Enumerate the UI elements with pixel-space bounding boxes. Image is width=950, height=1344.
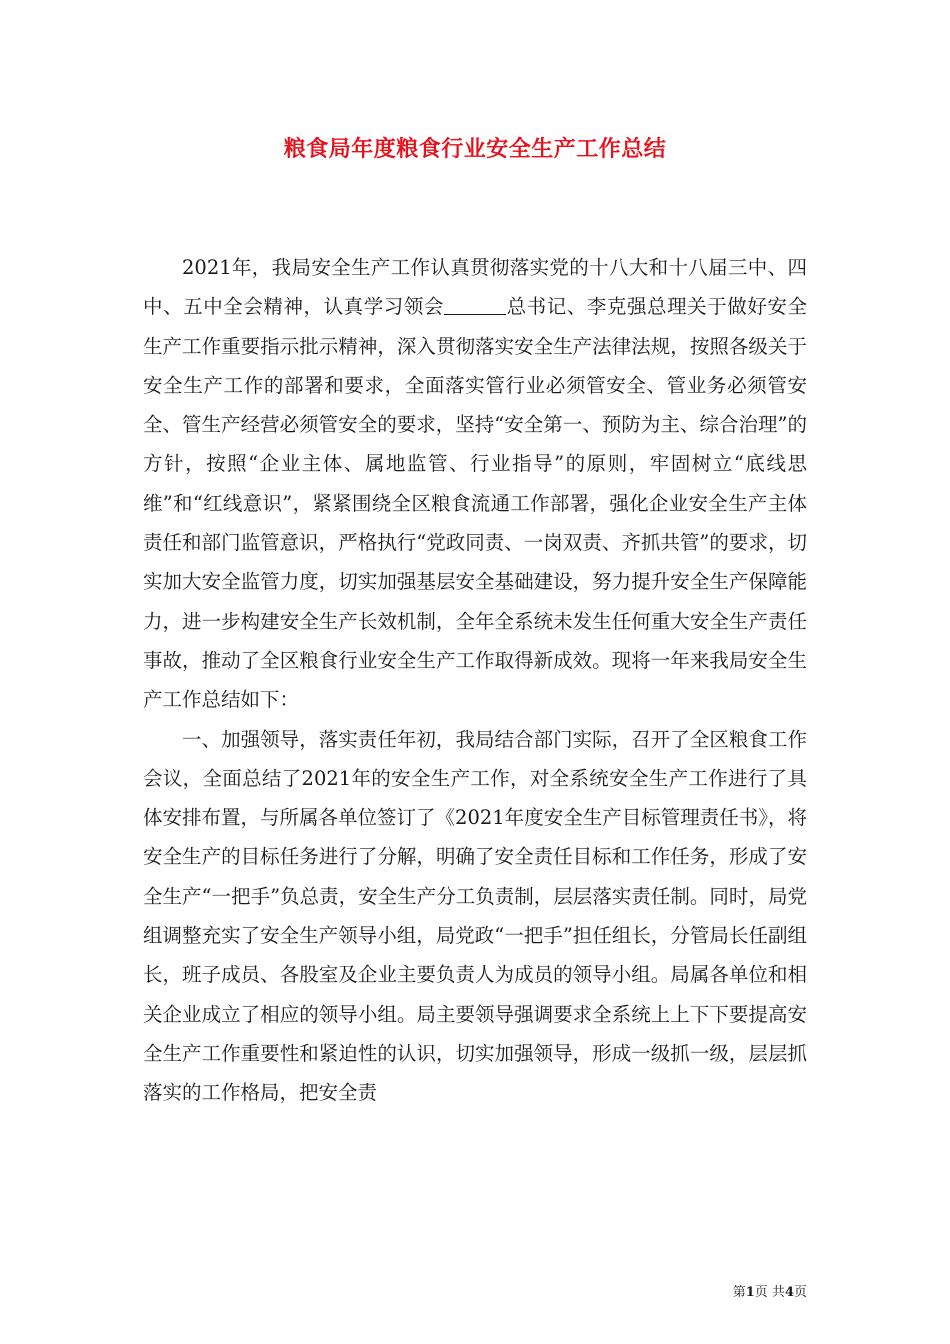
page-number-footer [733, 1281, 807, 1300]
footer-current-page: 1 [745, 1285, 755, 1300]
footer-total-pages: 4 [784, 1285, 794, 1300]
paragraph-intro-text-1: 2021年，我局安全生产工作认真贯彻落实党的十八大和十八届三中、四中、五中全会精神，认真学习领会 [143, 256, 807, 319]
paragraph-intro [143, 248, 807, 720]
footer-suffix: 页 [793, 1285, 807, 1300]
fill-in-blank [444, 294, 506, 315]
document-body [143, 248, 807, 1113]
paragraph-section-1: 一、加强领导，落实责任年初，我局结合部门实际，召开了全区粮食工作会议，全面总结了2021年的安全生产工作，对全系统安全生产工作进行了具体安排布置，与所属各单位签订了《2021年度安全生产目标管理责任书》，将安全生产的目标任务进行了分解，明确了安全责任目标和工作任务，形成了安全生产“一把手”负总责，安全生产分工负责制，层层落实责任制。同时，局党组调整充实了安全生产领导小组，局党政“一把手”担任组长，分管局长任副组长，班子成员、各股室及企业主要负责人为成员的领导小组。局属各单位和相关企业成立了相应的领导小组。局主要领导强调要求全系统上上下下要提高安全生产工作重要性和紧迫性的认识，切实加强领导，形成一级抓一级，层层抓落实的工作格局，把安全责 [143, 727, 807, 1105]
footer-middle: 页 共 [754, 1285, 785, 1300]
paragraph-intro-text-2: 总书记、李克强总理关于做好安全生产工作重要指示批示精神，深入贯彻落实安全生产法律法规，按照各级关于安全生产工作的部署和要求，全面落实管行业必须管安全、管业务必须管安全、管生产经营必须管安全的要求，坚持“安全第一、预防为主、综合治理”的方针，按照“企业主体、属地监管、行业指导”的原则，牢固树立“底线思维”和“红线意识”，紧紧围绕全区粮食流通工作部署，强化企业安全生产主体责任和部门监管意识，严格执行“党政同责、一岗双责、齐抓共管”的要求，切实加大安全监管力度，切实加强基层安全基础建设，努力提升安全生产保障能力，进一步构建安全生产长效机制，全年全系统未发生任何重大安全生产责任事故，推动了全区粮食行业安全生产工作取得新成效。现将一年来我局安全生产工作总结如下： [143, 295, 807, 712]
document-title: 粮食局年度粮食行业安全生产工作总结 [283, 137, 667, 162]
footer-prefix: 第 [732, 1285, 746, 1300]
